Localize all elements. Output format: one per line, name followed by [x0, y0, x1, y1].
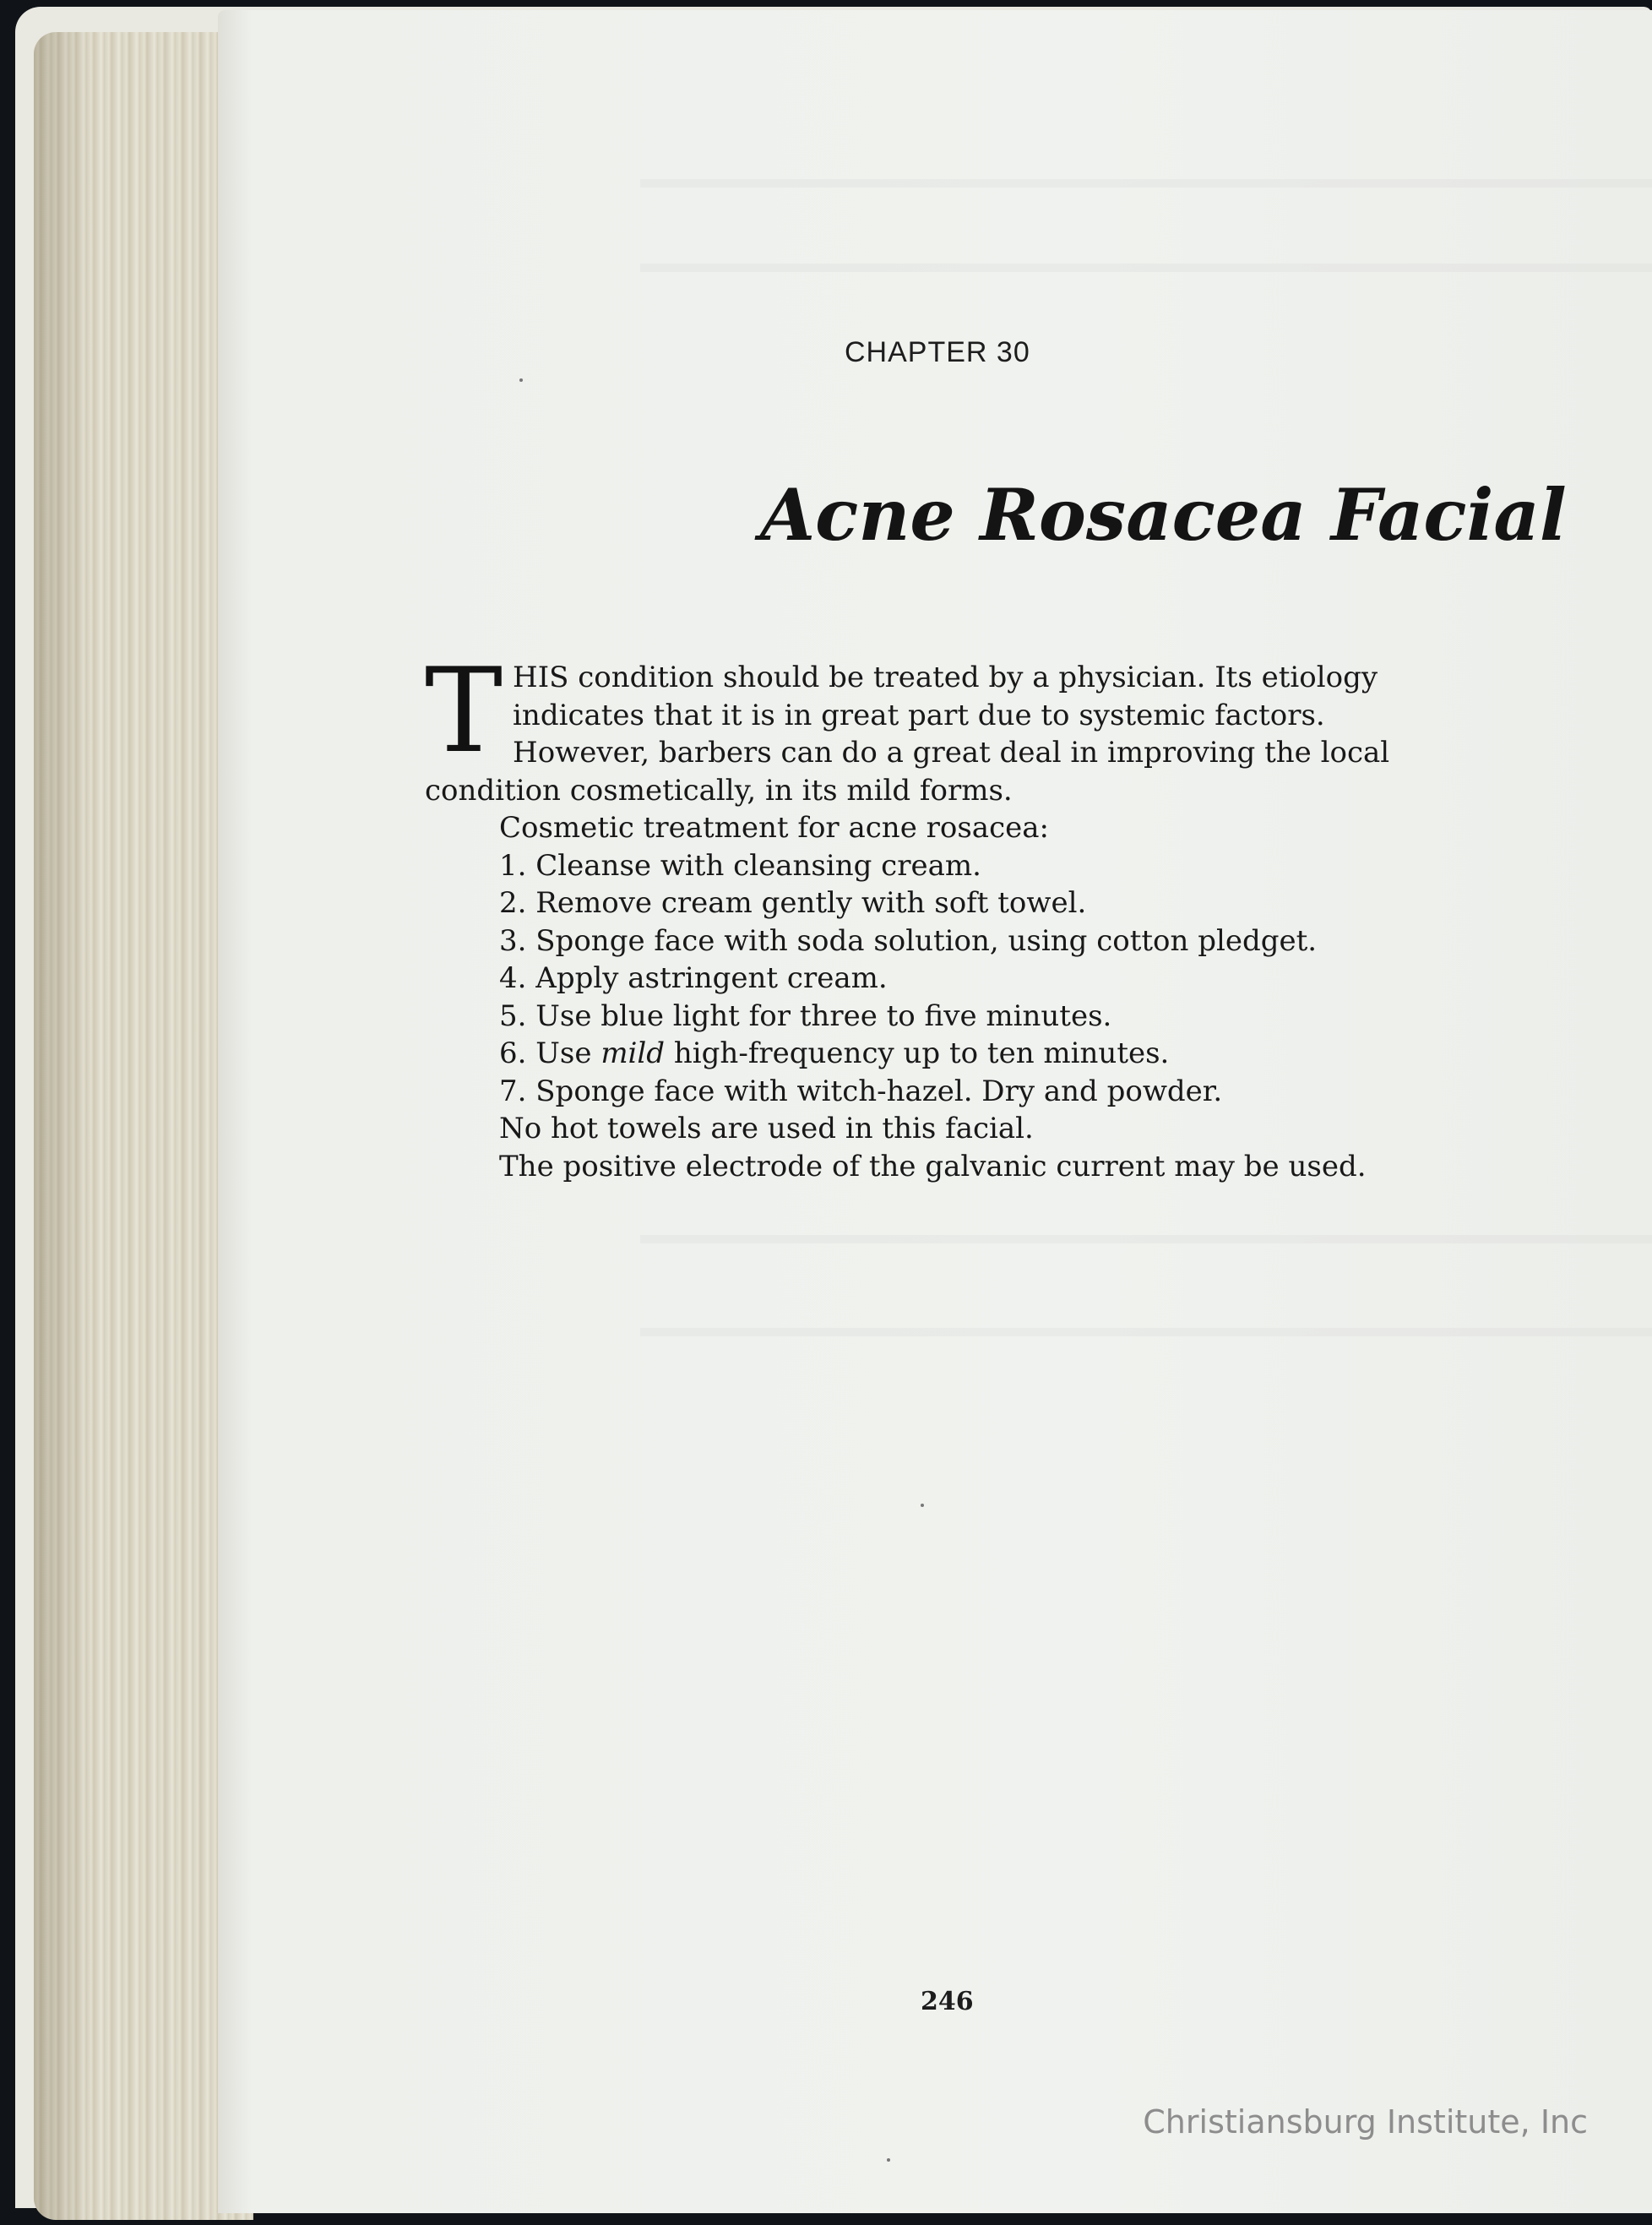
step-number: 4.: [499, 961, 527, 995]
step-number: 5.: [499, 998, 527, 1033]
closing-note: No hot towels are used in this facial.: [499, 1112, 1034, 1145]
intro-line: However, barbers can do a great deal in improving the local: [513, 736, 1390, 770]
paper-speck: [887, 2158, 890, 2162]
intro-continuation: condition cosmetically, in its mild forms.: [425, 773, 1013, 808]
treatment-heading: Cosmetic treatment for acne rosacea:: [499, 811, 1049, 845]
body-text: [425, 643, 1491, 1185]
paper-speck: [921, 1504, 924, 1507]
chapter-label: CHAPTER 30: [845, 336, 1030, 368]
intro-line: indicates that it is in great part due to systemic factors.: [513, 698, 1325, 732]
page-number: 246: [921, 1987, 974, 2016]
bleed-through: [640, 179, 1652, 188]
step-number: 6.: [499, 1036, 527, 1070]
step-item: [425, 884, 1491, 922]
step-text-post: high-frequency up to ten minutes.: [673, 1036, 1170, 1070]
watermark: Christiansburg Institute, Inc: [1143, 2103, 1588, 2141]
chapter-title: Acne Rosacea Facial: [760, 473, 1567, 557]
step-item: [425, 1073, 1491, 1111]
step-item: [425, 847, 1491, 885]
bleed-through: [640, 264, 1652, 272]
step-text-emphasis: mild: [600, 1036, 666, 1070]
step-text-pre: Use: [535, 1036, 592, 1070]
step-text: Remove cream gently with soft towel.: [535, 886, 1087, 920]
step-number: 7.: [499, 1074, 527, 1108]
drop-cap: T: [425, 643, 503, 779]
closing-note: The positive electrode of the galvanic current may be used.: [499, 1149, 1367, 1183]
intro-line: HIS condition should be treated by a physician. Its etiology: [513, 661, 1378, 694]
step-number: 1.: [499, 848, 527, 883]
step-number: 2.: [499, 886, 527, 920]
intro-paragraph: [425, 643, 1491, 779]
step-text: Sponge face with soda solution, using cotton pledget.: [535, 923, 1318, 958]
paper-speck: [519, 378, 523, 382]
step-text: Apply astringent cream.: [535, 961, 888, 995]
step-text: Sponge face with witch-hazel. Dry and powder.: [535, 1074, 1223, 1108]
bleed-through: [640, 1328, 1652, 1336]
step-number: 3.: [499, 923, 527, 958]
step-item: [425, 1035, 1491, 1073]
step-text: Use blue light for three to five minutes.: [535, 998, 1112, 1033]
step-text: Cleanse with cleansing cream.: [535, 848, 981, 883]
step-item: [425, 922, 1491, 960]
bleed-through: [640, 1235, 1652, 1243]
step-item: [425, 998, 1491, 1036]
step-item: [425, 960, 1491, 998]
